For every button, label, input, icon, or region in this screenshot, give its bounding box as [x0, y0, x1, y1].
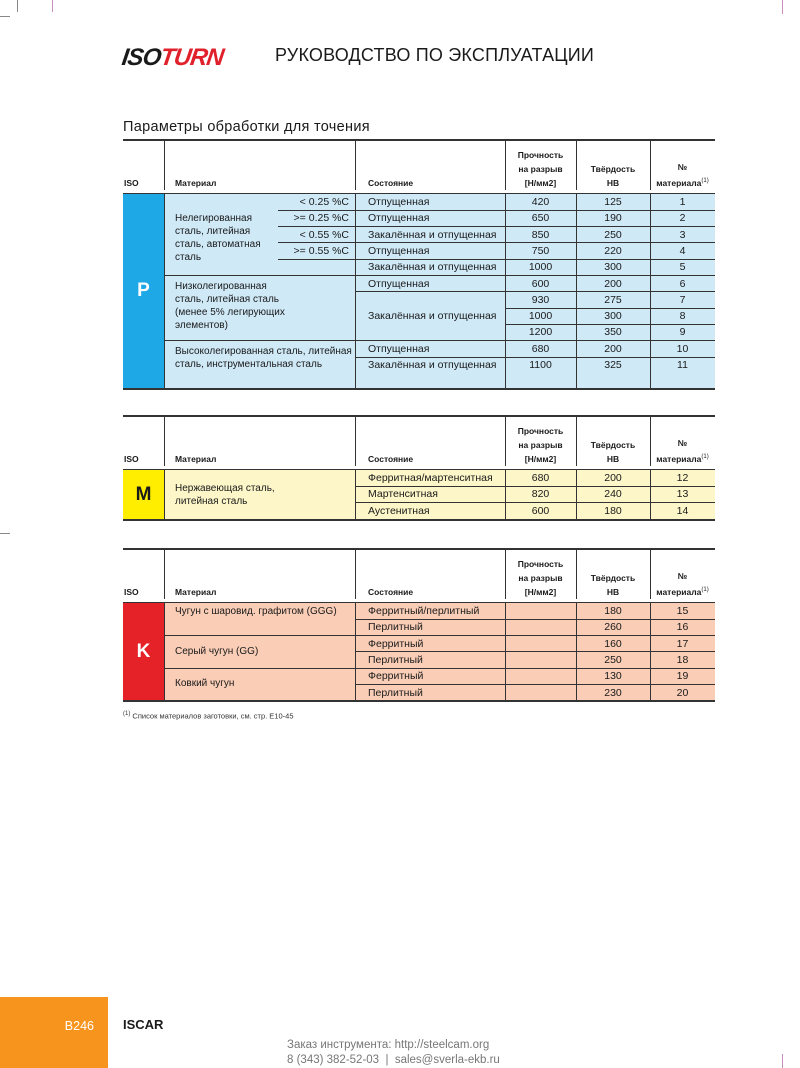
condition-cell: Ферритный	[368, 670, 424, 683]
column-header-material-text: Материал	[175, 178, 217, 188]
column-header-strength-line	[505, 585, 576, 599]
column-header-hardness	[576, 162, 650, 190]
column-header-strength-line	[505, 162, 576, 176]
column-header-strength-text: Прочность	[517, 559, 564, 569]
strength-cell: 1100	[529, 359, 552, 371]
column-header-material-no-line	[650, 160, 715, 174]
strength-cell: 1000	[528, 261, 553, 274]
column-header-strength-text: на разрыв	[518, 573, 563, 583]
condition-cell: Перлитный	[368, 686, 423, 699]
column-header-strength-line	[505, 424, 576, 438]
strength-cell: 750	[531, 244, 550, 257]
column-header-hardness-line	[576, 438, 650, 452]
hardness-cell: 300	[604, 310, 622, 323]
table-body	[123, 193, 715, 388]
hardness-cell: 200	[604, 342, 622, 355]
material-cell: Нержавеющая сталь, литейная сталь	[175, 483, 275, 507]
column-header-material-text: Материал	[175, 587, 217, 597]
condition-cell: Закалённая и отпущенная	[368, 359, 497, 371]
table-body	[123, 602, 715, 700]
strength-cell: 420	[531, 196, 550, 208]
column-header-iso-text: ISO	[124, 178, 139, 188]
hardness-cell: 250	[604, 228, 622, 241]
table-header	[123, 417, 715, 469]
column-header-material-no-line	[650, 583, 715, 599]
column-divider	[355, 417, 356, 466]
hardness-cell: 190	[604, 212, 622, 225]
condition-cell: Отпущенная	[368, 342, 430, 355]
column-header-condition	[368, 452, 413, 466]
hardness-cell: 200	[604, 472, 622, 484]
material-no-cell: 4	[679, 244, 686, 257]
condition-cell: Закалённая и отпущенная	[368, 310, 497, 323]
crop-mark	[782, 0, 783, 14]
column-header-material-no-text: материала	[656, 454, 702, 464]
column-divider	[576, 417, 577, 466]
column-divider	[650, 550, 651, 599]
material-no-cell: 8	[679, 310, 686, 323]
condition-cell: Ферритный	[368, 637, 424, 650]
material-cell: Серый чугун (GG)	[175, 645, 259, 657]
strength-cell: 600	[531, 504, 550, 517]
iso-badge-p: P	[123, 194, 164, 388]
strength-cell: 930	[531, 293, 550, 306]
column-header-material-no	[650, 436, 715, 466]
iso-badge-k: K	[123, 603, 164, 700]
column-divider	[164, 141, 165, 190]
column-header-strength-line	[505, 557, 576, 571]
material-no-cell: 19	[676, 670, 689, 683]
strength-cell: 1200	[528, 326, 553, 339]
page-number: B246	[64, 1019, 94, 1033]
contact-line[interactable]: 8 (343) 382-52-03 | sales@sverla-ekb.ru	[287, 1054, 500, 1066]
column-header-strength	[505, 424, 576, 466]
column-header-material	[175, 176, 216, 190]
footnote	[123, 711, 294, 721]
material-cell: Высоколегированная сталь, литейная сталь, инструментальная сталь	[175, 345, 352, 370]
column-header-iso	[124, 452, 139, 466]
material-no-cell: 9	[679, 326, 686, 339]
page-tab	[0, 997, 108, 1068]
footnote-marker: (1)	[701, 454, 709, 461]
material-no-cell: 18	[676, 653, 689, 666]
table-header	[123, 550, 715, 602]
table-k	[123, 548, 715, 702]
column-header-hardness-line	[576, 162, 650, 176]
strength-cell: 650	[531, 212, 550, 225]
column-header-hardness-text: НВ	[606, 454, 620, 464]
footnote-marker: (1)	[701, 587, 709, 594]
column-header-hardness-text: НВ	[606, 178, 620, 188]
column-header-strength-text: Прочность	[517, 426, 564, 436]
hardness-cell: 230	[604, 686, 622, 699]
footnote-marker: (1)	[701, 178, 709, 185]
column-header-hardness-text: НВ	[606, 587, 620, 597]
hardness-cell: 350	[604, 326, 622, 339]
column-header-hardness-text: Твёрдость	[590, 573, 636, 583]
logo-iso: ISO	[120, 44, 163, 71]
column-header-strength-line	[505, 571, 576, 585]
strength-cell: 820	[531, 488, 550, 501]
column-header-hardness	[576, 571, 650, 599]
material-no-cell: 3	[679, 228, 686, 241]
crop-mark	[0, 533, 10, 534]
table-p	[123, 139, 715, 390]
column-header-material-no-line	[650, 569, 715, 583]
condition-cell: Аустенитная	[368, 504, 430, 517]
column-divider	[164, 550, 165, 599]
column-header-strength-line	[505, 148, 576, 162]
condition-cell: Отпущенная	[368, 244, 430, 257]
column-header-material-no-text: №	[677, 162, 688, 173]
strength-cell: 680	[531, 472, 550, 484]
crop-mark	[0, 16, 10, 17]
material-no-cell: 14	[676, 504, 689, 517]
column-header-strength-line	[505, 452, 576, 466]
material-no-cell: 2	[679, 212, 686, 225]
column-header-condition	[368, 585, 413, 599]
column-header-material-no-text: материала	[656, 587, 702, 597]
column-header-iso-text: ISO	[124, 454, 139, 464]
column-divider	[355, 141, 356, 190]
order-link[interactable]: Заказ инструмента: http://steelcam.org	[287, 1039, 490, 1051]
condition-cell: Закалённая и отпущенная	[368, 228, 497, 241]
logo-turn: TURN	[158, 44, 225, 71]
hardness-cell: 300	[604, 261, 622, 274]
column-header-iso	[124, 176, 139, 190]
condition-cell: Перлитный	[368, 653, 423, 666]
column-divider	[164, 417, 165, 466]
column-header-strength-text: [Н/мм2]	[524, 454, 557, 464]
strength-cell: 680	[531, 342, 550, 355]
isoturn-logo	[120, 44, 225, 72]
hardness-cell: 180	[604, 504, 622, 517]
material-no-cell: 17	[676, 637, 689, 650]
table-m	[123, 415, 715, 521]
column-header-material-no-text: №	[677, 438, 688, 449]
column-header-strength-text: [Н/мм2]	[524, 178, 557, 188]
column-header-strength-text: [Н/мм2]	[524, 587, 557, 597]
material-no-cell: 10	[676, 342, 689, 355]
hardness-cell: 220	[604, 244, 622, 257]
column-header-condition-text: Состояние	[368, 178, 414, 188]
crop-mark	[782, 1054, 783, 1068]
column-header-material-line	[175, 176, 216, 190]
column-header-strength-text: на разрыв	[518, 440, 563, 450]
condition-cell: Отпущенная	[368, 212, 430, 225]
material-no-cell: 11	[677, 359, 688, 371]
column-divider	[650, 141, 651, 190]
hardness-cell: 250	[604, 653, 622, 666]
carbon-content-cell: >= 0.25 %C	[293, 212, 349, 225]
document-title: РУКОВОДСТВО ПО ЭКСПЛУАТАЦИИ	[275, 45, 595, 65]
column-header-hardness-line	[576, 176, 650, 190]
column-divider	[164, 470, 165, 519]
column-header-iso-line	[124, 585, 139, 599]
strength-cell: 850	[531, 228, 550, 241]
column-header-strength-text: на разрыв	[518, 164, 563, 174]
column-header-condition-text: Состояние	[368, 587, 414, 597]
column-divider	[355, 550, 356, 599]
column-header-material	[175, 585, 216, 599]
column-header-material-no	[650, 569, 715, 599]
footnote-text: Список материалов заготовки, см. стр. E10-45	[130, 711, 294, 721]
carbon-content-cell: < 0.25 %C	[299, 196, 349, 208]
footnote-marker: (1)	[123, 711, 131, 717]
material-no-cell: 7	[679, 293, 686, 306]
material-no-cell: 15	[676, 605, 689, 617]
column-header-hardness-text: Твёрдость	[590, 440, 636, 450]
column-header-material-line	[175, 452, 216, 466]
column-header-material-no-line	[650, 174, 715, 190]
material-no-cell: 5	[679, 261, 686, 274]
crop-mark	[52, 0, 53, 12]
column-header-material	[175, 452, 216, 466]
material-no-cell: 6	[679, 277, 686, 290]
column-header-material-line	[175, 585, 216, 599]
column-divider	[576, 141, 577, 190]
column-divider	[355, 470, 356, 519]
column-header-iso-text: ISO	[124, 587, 139, 597]
material-no-cell: 20	[676, 686, 689, 699]
column-header-hardness	[576, 438, 650, 466]
column-divider	[164, 194, 165, 388]
strength-cell: 1000	[528, 310, 553, 323]
hardness-cell: 260	[604, 621, 622, 634]
column-header-condition-text: Состояние	[368, 454, 414, 464]
material-cell: Чугун с шаровид. графитом (GGG)	[175, 606, 337, 617]
condition-cell: Отпущенная	[368, 277, 430, 290]
column-header-strength-line	[505, 176, 576, 190]
material-no-cell: 13	[676, 488, 689, 501]
material-no-cell: 1	[679, 196, 686, 208]
column-header-iso	[124, 585, 139, 599]
column-header-condition-line	[368, 452, 413, 466]
crop-mark	[17, 0, 18, 12]
material-cell: Низколегированная сталь, литейная сталь (менее 5% легирующих элементов)	[175, 280, 285, 331]
hardness-cell: 160	[604, 637, 622, 650]
column-divider	[650, 417, 651, 466]
footer-brand: ISCAR	[123, 1017, 164, 1032]
condition-cell: Закалённая и отпущенная	[368, 261, 497, 274]
material-no-cell: 12	[676, 472, 689, 484]
column-header-hardness-line	[576, 571, 650, 585]
iso-badge-m: M	[123, 470, 164, 519]
column-header-iso-line	[124, 176, 139, 190]
table-header	[123, 141, 715, 193]
hardness-cell: 200	[604, 277, 622, 290]
condition-cell: Перлитный	[368, 621, 423, 634]
column-header-iso-line	[124, 452, 139, 466]
hardness-cell: 125	[604, 196, 622, 208]
column-header-strength	[505, 557, 576, 599]
column-header-condition	[368, 176, 413, 190]
table-body	[123, 469, 715, 519]
hardness-cell: 180	[604, 605, 622, 617]
column-header-material-no-text: материала	[656, 178, 702, 188]
column-header-strength-text: Прочность	[517, 150, 564, 160]
condition-cell: Мартенситная	[368, 488, 438, 501]
column-header-hardness-line	[576, 452, 650, 466]
column-divider	[505, 417, 506, 466]
strength-cell: 600	[531, 277, 550, 290]
column-header-condition-line	[368, 176, 413, 190]
hardness-cell: 325	[604, 359, 622, 371]
material-cell: Ковкий чугун	[175, 678, 235, 690]
column-header-material-no-text: №	[677, 571, 688, 582]
column-header-hardness-text: Твёрдость	[590, 164, 636, 174]
hardness-cell: 130	[604, 670, 622, 683]
column-header-material-text: Материал	[175, 454, 217, 464]
condition-cell: Ферритный/перлитный	[368, 605, 480, 617]
hardness-cell: 275	[604, 293, 622, 306]
column-header-hardness-line	[576, 585, 650, 599]
column-divider	[505, 550, 506, 599]
column-header-material-no-line	[650, 450, 715, 466]
carbon-content-cell: >= 0.55 %C	[293, 244, 349, 257]
hardness-cell: 240	[604, 488, 622, 501]
footer-contact	[287, 1038, 500, 1068]
condition-cell: Отпущенная	[368, 196, 430, 208]
column-divider	[164, 603, 165, 700]
column-header-material-no	[650, 160, 715, 190]
section-title: Параметры обработки для точения	[123, 119, 370, 135]
column-header-strength	[505, 148, 576, 190]
condition-cell: Ферритная/мартенситная	[368, 472, 493, 484]
column-header-strength-line	[505, 438, 576, 452]
carbon-content-cell: < 0.55 %C	[299, 228, 349, 241]
column-header-material-no-line	[650, 436, 715, 450]
column-divider	[576, 550, 577, 599]
material-no-cell: 16	[676, 621, 689, 634]
material-cell: Нелегированная сталь, литейная сталь, автоматная сталь	[175, 213, 261, 263]
column-divider	[505, 141, 506, 190]
column-header-condition-line	[368, 585, 413, 599]
